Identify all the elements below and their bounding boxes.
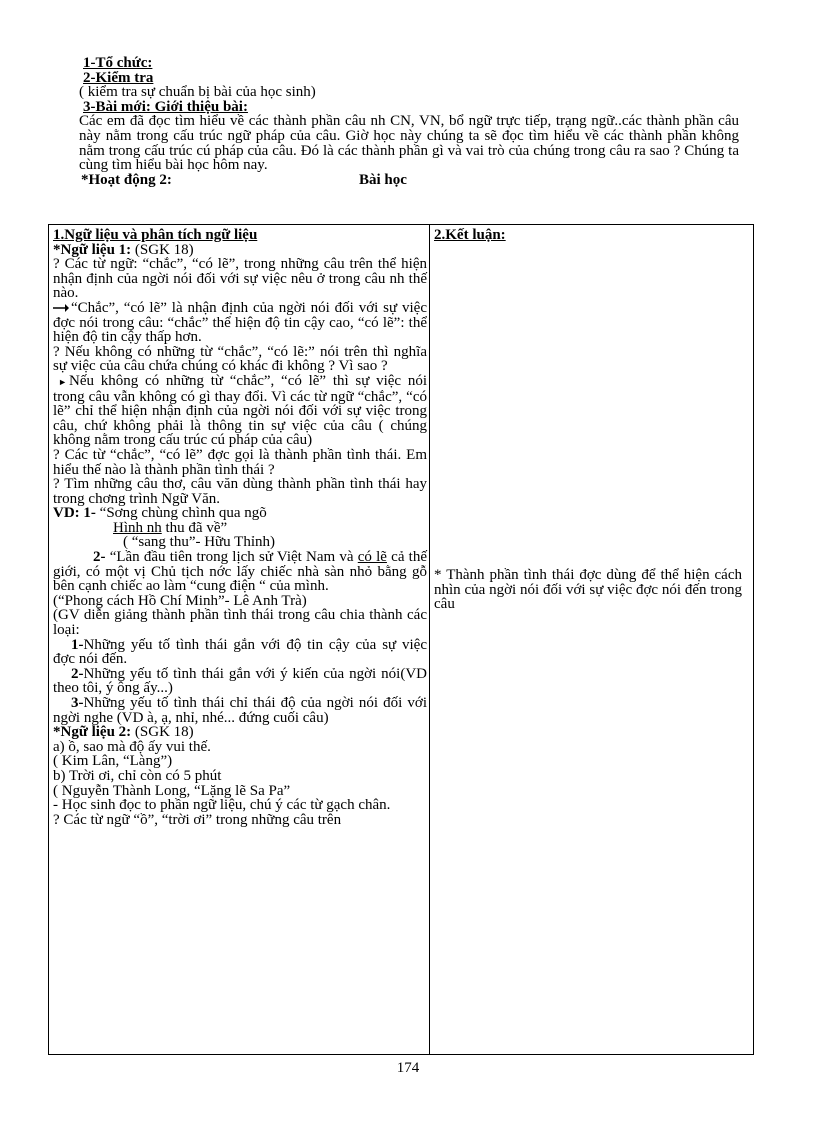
question-4: ? Tìm những câu thơ, câu văn dùng thành phần tình thái hay trong chơng trình Ngữ Văn. (53, 476, 427, 507)
example-1: VD: 1- “Sơng chùng chình qua ngõ (53, 505, 267, 522)
left-heading: 1.Ngữ liệu và phân tích ngữ liệu (53, 227, 258, 243)
lesson-table (48, 224, 754, 1055)
lesson-header (79, 56, 739, 188)
section-bai-moi: 3-Bài mới: Giới thiệu bài: (83, 98, 248, 115)
right-heading: 2.Kết luận: (434, 227, 506, 243)
ngu-lieu-1: *Ngữ liệu 1: (SGK 18) (53, 241, 194, 258)
page-number: 174 (396, 1060, 420, 1076)
intro-paragraph: Các em đã đọc tìm hiểu về các thành phần câu nh CN, VN, bổ ngữ trực tiếp, trạng ngữ..các thành phần câu này nằm trong cấu trúc ngữ pháp của câu. Giờ học này chúng ta sẽ đọc tìm hiểu về các thành phần không nằm trong cấu trúc cú pháp của câu. Đó là các thành phần gì và vai trò của chúng trong câu ra sao ? Chúng ta cùng tìm hiểu bài học hôm nay. (79, 113, 739, 174)
answer-1: “Chắc”, “có lẽ” là nhận định của ngời nói đối với sự việc đợc nói trong câu: “chắc” thể hiện độ tin cậy cao, “có lẽ”: thể hiện độ tin cậy thấp hơn. (53, 299, 427, 346)
example-1-source: ( “sang thu”- Hữu Thỉnh) (123, 534, 275, 551)
example-2: 2- “Lần đầu tiên trong lịch sử Việt Nam và có lẽ cả thế giới, có một vị Chủ tịch nớc lấy chiếc nhà sàn nhỏ bằng gỗ bên cạnh chiếc ao làm “cung điện “ của mình. (53, 549, 427, 595)
question-3: ? Các từ “chắc”, “có lẽ” đợc gọi là thành phần tình thái. Em hiểu thế nào là thành phần tình thái ? (53, 446, 427, 478)
example-1-line2: Hình nh thu đã về” (113, 519, 228, 536)
ngu-lieu-2: *Ngữ liệu 2: (SGK 18) (53, 724, 194, 741)
student-task: - Học sinh đọc to phần ngữ liệu, chú ý các từ gạch chân. (53, 797, 391, 814)
arrow-icon (53, 301, 71, 316)
kiem-tra-note: ( kiểm tra sự chuẩn bị bài của học sinh) (79, 84, 316, 101)
activity-row (79, 173, 739, 188)
gv-note: (GV diễn giảng thành phần tình thái trong câu chia thành các loại: (53, 607, 427, 639)
example-a: a) ồ, sao mà độ ấy vui thế. (53, 738, 211, 755)
left-column (49, 225, 430, 1055)
type-2: 2-Những yếu tố tình thái gắn với ý kiến của ngời nói(VD theo tôi, ý ông ấy...) (53, 665, 427, 697)
example-a-source: ( Kim Lân, “Làng”) (53, 753, 173, 770)
question-5: ? Các từ ngữ “ồ”, “trời ơi” trong những câu trên (53, 811, 342, 828)
right-column (430, 225, 754, 1055)
section-to-chuc: 1-Tổ chức: (83, 55, 153, 71)
conclusion-text: * Thành phần tình thái đợc dùng để thể hiện cách nhìn của ngời nói đối với sự việc đợc nói đến trong câu (434, 567, 742, 613)
example-b: b) Trời ơi, chỉ còn có 5 phút (53, 767, 222, 784)
activity-title: Bài học (359, 171, 407, 188)
triangle-icon: ► (58, 376, 67, 387)
question-2: ? Nếu không có những từ “chắc”, “có lẽ:” nói trên thì nghĩa sự việc của câu chứa chúng có khác đi không ? Vì sao ? (53, 343, 427, 375)
section-kiem-tra: 2-Kiểm tra (83, 69, 154, 86)
activity-label: *Hoạt động 2: (81, 171, 172, 188)
answer-2: ► Nếu không có những từ “chắc”, “có lẽ” thì sự việc nói trong câu vẫn không có gì thay đổi. Vì các từ ngữ “chắc”, “có lẽ” chỉ thể hiện nhận định của ngời nói đối với sự việc trong câu, chứ không phải là thông tin sự việc của câu ( chúng không nằm trong cấu trúc cú pháp của câu) (53, 372, 427, 449)
example-2-source: (“Phong cách Hồ Chí Minh”- Lê Anh Trà) (53, 592, 307, 609)
example-b-source: ( Nguyễn Thành Long, “Lặng lẽ Sa Pa” (53, 782, 291, 799)
type-1: 1-Những yếu tố tình thái gắn với độ tin cậy của sự việc đợc nói đến. (53, 636, 427, 668)
question-1: ? Các từ ngữ: “chắc”, “có lẽ”, trong những câu trên thể hiện nhận định của ngời nói đối với sự việc nêu ở trong câu nh thế nào. (53, 256, 427, 302)
type-3: 3-Những yếu tố tình thái chỉ thái độ của ngời nói đối với ngời nghe (VD à, ạ, nhỉ, nhé... đứng cuối câu) (53, 695, 427, 726)
